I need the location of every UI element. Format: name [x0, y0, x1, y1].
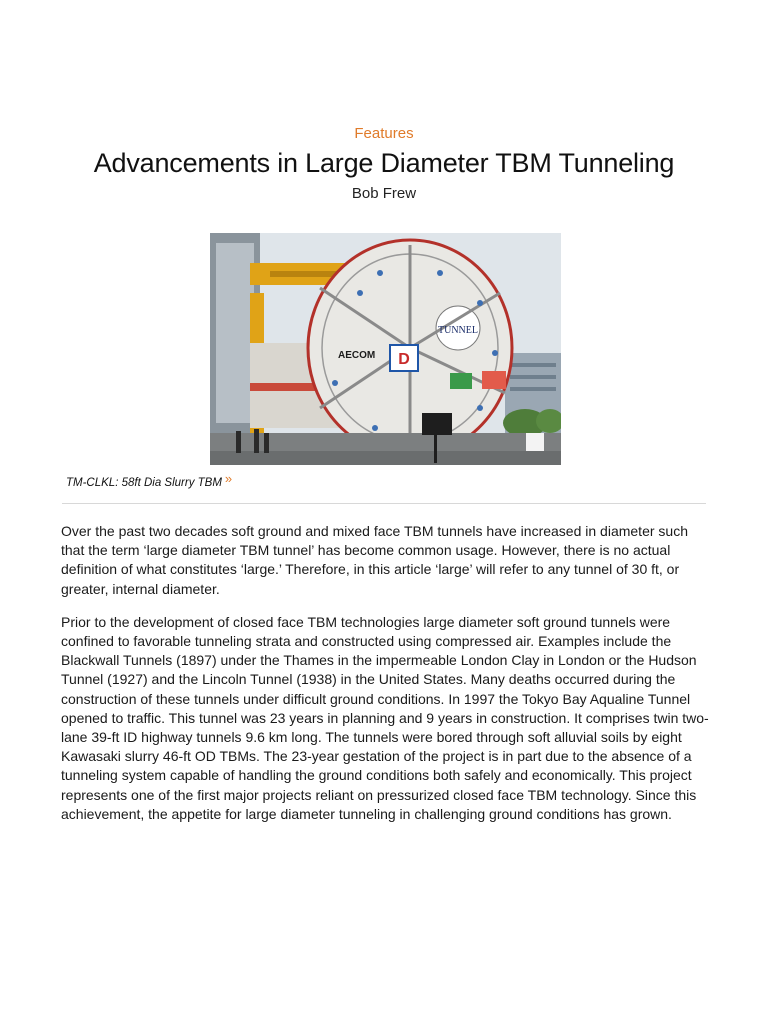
article-paragraph: Over the past two decades soft ground and mixed face TBM tunnels have increased in diameter such that the term ‘large diameter TBM tunnel’ has become common usage. However, there is no actual definition of what constitutes ‘large.’ Therefore, in this article ‘large’ will refer to any tunnel of 30 ft, or greater, internal diameter. — [61, 523, 688, 597]
article-body — [61, 522, 709, 838]
photo-caption — [66, 471, 233, 489]
cutterhead-text-tunnel: TUNNEL — [438, 325, 478, 336]
caption-more-link-icon[interactable]: » — [224, 471, 233, 486]
svg-text:D: D — [398, 351, 410, 368]
article-paragraph: Prior to the development of closed face TBM technologies large diameter soft ground tunnels were confined to favorable tunneling strata and constructed using compressed air. Examples include the Blackwall Tunnels (1897) under the Thames in the impermeable London Clay in London or the Hudson Tunnel (1927) and the Lincoln Tunnel (1938) in the United States. Many deaths occurred during the construction of these tunnels under difficult ground conditions. In 1997 the Tokyo Bay Aqualine Tunnel opened to traffic. This tunnel was 23 years in planning and 9 years in construction. It comprises twin two-lane 39-ft ID highway tunnels 9.6 km long. The tunnels were bored through soft alluvial soils by eight Kawasaki slurry 46-ft OD TBMs. The 23-year gestation of the project is in part due to the absence of a tunneling system capable of handling the ground conditions both safely and economically. This project represents one of the first major projects reliant on pressurized closed face TBM technology. Since this achievement, the appetite for large diameter tunneling in challenging ground conditions has grown. — [61, 613, 709, 822]
section-divider — [62, 503, 706, 504]
section-link-features[interactable]: Features — [354, 125, 414, 142]
article-photo-tbm[interactable] — [210, 233, 561, 465]
caption-text: TM-CLKL: 58ft Dia Slurry TBM — [66, 477, 222, 489]
cutterhead-text-aecom: AECOM — [338, 350, 376, 361]
tbm-photo-illustration — [210, 233, 561, 465]
article-title: Advancements in Large Diameter TBM Tunneling — [93, 148, 675, 178]
author-name: Bob Frew — [351, 185, 417, 202]
